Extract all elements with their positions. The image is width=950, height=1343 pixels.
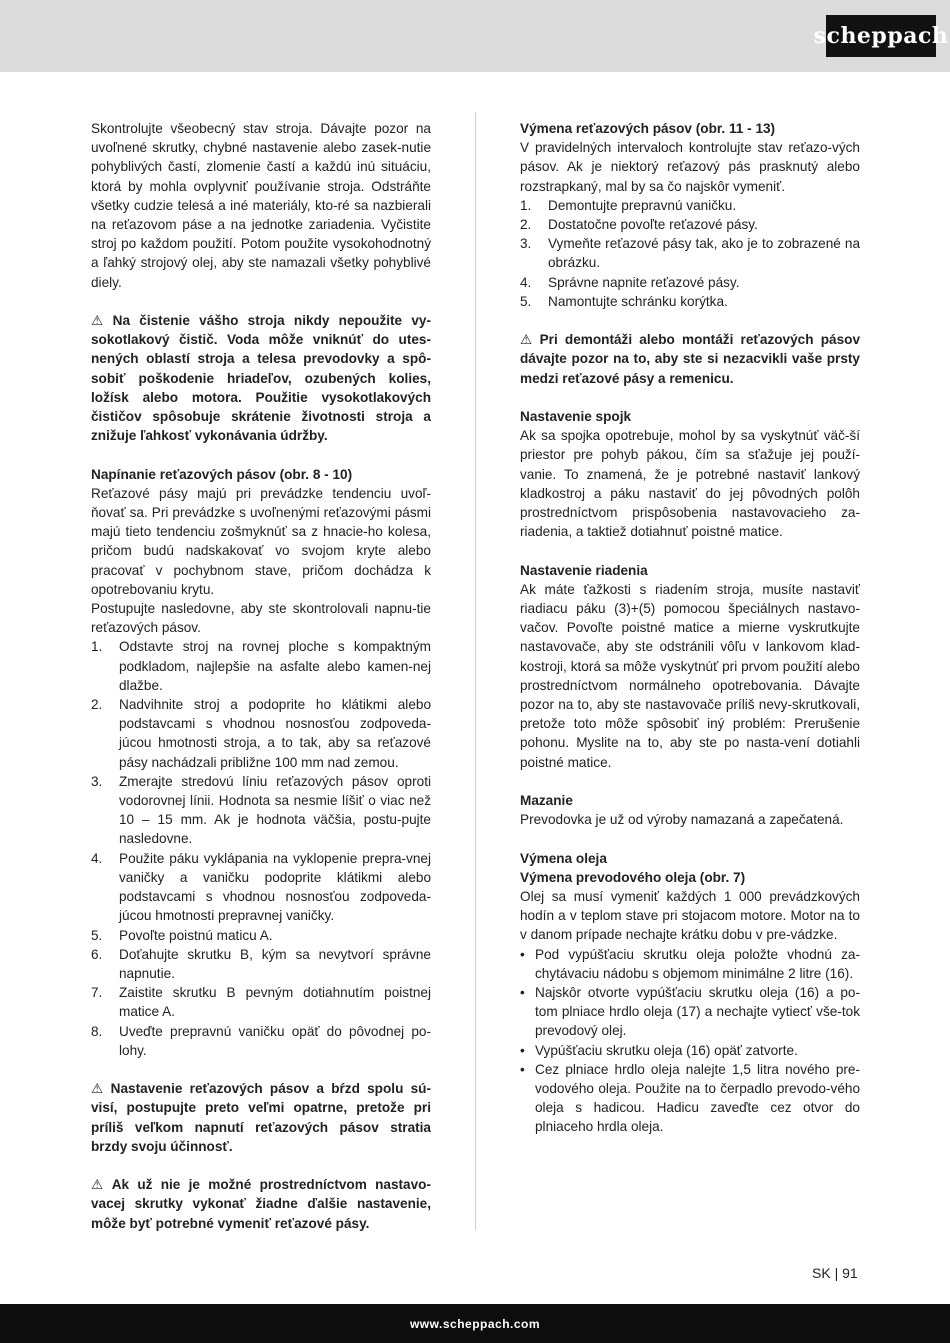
oil-heading: Výmena oleja: [520, 850, 607, 866]
warning-fingers: ⚠ Pri demontáži alebo montáži reťazových pásov dávajte pozor na to, aby ste si nezacvikli vaše prsty medzi reťazové pásy a remenicu.: [520, 332, 861, 386]
list-item: • Vypúšťaciu skrutku oleja (16) opäť zatvorte.: [520, 1042, 798, 1058]
lube-heading: Mazanie: [520, 793, 573, 809]
header-bar: [0, 0, 950, 72]
replace-steps: [520, 196, 860, 311]
list-item: 2. Nadvihnite stroj a podoprite ho klátikmi alebo podstavcami s vhodnou nosnosťou zodpoveda-júcou hmotnosti stroja, a to tak, aby sa reťazové pásy nachádzali približne 100 mm nad zemou.: [91, 697, 431, 770]
footer-bar: [0, 1304, 950, 1343]
steering-paragraph: Ak máte ťažkosti s riadením stroja, musíte nastaviť riadiacu páku (3)+(5) pomocou špeciálnych nastavo-vačov. Povoľte poistné matice a mierne vyskrutkujte nastavovače, aby ste odstránili vôľu v lankovom klad-kostroji, ktorá sa môže vyskytnúť pri prvom použití alebo prostredníctvom normálneho opotrebovania. Dávajte pozor na to, aby ste nastavovače príliš nevy-skrutkovali, pretože toto môže spôsobiť iný problém: Prerušenie pohonu. Myslite na to, aby ste po nasta-vení dotiahli poistné matice.: [520, 581, 860, 770]
page-number: SK | 91: [812, 1265, 858, 1281]
oil-bullets: [520, 945, 860, 1137]
list-item: • Cez plniace hrdlo oleja nalejte 1,5 litra nového pre-vodového oleja. Použite na to čerpadlo prevodo-vého oleja s hadicou. Hadicu zaveďte cez otvor do plniaceho hrdla oleja.: [520, 1061, 860, 1135]
replace-paragraph: V pravidelných intervaloch kontrolujte stav reťazo-vých pásov. Ak je niektorý reťazový pás prasknutý alebo rozstrapkaný, mal by sa čo najskôr vymeniť.: [520, 140, 860, 194]
left-column: [91, 119, 431, 1233]
warning-icon: ⚠: [91, 313, 109, 329]
warning-icon: ⚠: [91, 1081, 107, 1097]
brand-logo: scheppach: [826, 15, 936, 57]
list-item: 3. Zmerajte stredovú líniu reťazových pásov oproti vodorovnej línii. Hodnota sa nesmie líšiť o viac než 10 – 15 mm. Ak je hodnota väčšia, postu-pujte nasledovne.: [91, 773, 431, 847]
list-item: 3. Vymeňte reťazové pásy tak, ako je to zobrazené na obrázku.: [520, 236, 860, 271]
list-item: 1. Odstavte stroj na rovnej ploche s kompaktným podkladom, najlepšie na asfalte alebo kamen-nej dlažbe.: [91, 639, 431, 693]
list-item: 1. Demontujte prepravnú vaničku.: [520, 197, 737, 213]
list-item: 4. Použite páku vyklápania na vyklopenie prepra-vnej vaničky a vaničku podoprite klátikmi alebo podstavcami s vhodnou nosnosťou zodpoveda-júcou hmotnosti prepravnej vaničky.: [91, 850, 431, 924]
list-item: • Najskôr otvorte vypúšťaciu skrutku oleja (16) a po-tom plniace hrdlo oleja (17) a nechajte vytiecť vše-tok prevodový olej.: [520, 985, 860, 1039]
list-item: 4. Správne napnite reťazové pásy.: [520, 274, 740, 290]
tension-heading: Napínanie reťazových pásov (obr. 8 - 10): [91, 466, 353, 482]
warning-high-pressure: ⚠ Na čistenie vášho stroja nikdy nepoužite vy-sokotlakový čistič. Voda môže vniknúť do utes-nených oblastí stroja a telesa prevodovky a spô-sobiť poškodenie hriadeľov, ozubených kolies, ložísk alebo motora. Použitie vysokotlakových čističov spôsobuje skrátenie životnosti stroja a znižuje ľahkosť vykonávania údržby.: [91, 313, 431, 444]
list-item: 5. Namontujte schránku korýtka.: [520, 293, 728, 309]
tension-steps: [91, 637, 431, 1059]
clutch-heading: Nastavenie spojk: [520, 409, 632, 425]
steering-heading: Nastavenie riadenia: [520, 562, 648, 578]
right-column: [520, 119, 860, 1137]
oil-subheading: Výmena prevodového oleja (obr. 7): [520, 869, 746, 885]
replace-heading: Výmena reťazových pásov (obr. 11 - 13): [520, 121, 776, 136]
column-divider: [475, 112, 476, 1230]
warning-icon: ⚠: [520, 332, 536, 348]
list-item: 2. Dostatočne povoľte reťazové pásy.: [520, 217, 758, 233]
list-item: • Pod vypúšťaciu skrutku oleja položte vhodnú za-chytávaciu nádobu s objemom minimálne 2 litre (16).: [520, 946, 860, 981]
footer-url[interactable]: www.scheppach.com: [409, 1316, 541, 1331]
list-item: 8. Uveďte prepravnú vaničku opäť do pôvodnej po-lohy.: [91, 1023, 431, 1058]
list-item: 6. Doťahujte skrutku B, kým sa nevytvorí správne napnutie.: [91, 946, 431, 981]
tension-paragraph-2: Postupujte nasledovne, aby ste skontrolovali napnu-tie reťazových pásov.: [91, 601, 431, 636]
clutch-paragraph: Ak sa spojka opotrebuje, mohol by sa vyskytnúť väč-ší priestor pre pohyb pákou, čím sa sťažuje jej použí-vanie. To znamená, že je potrebné nastaviť lankový kladkostroj a páku nastaviť do jej pôvodných polôh prostredníctvom prispôsobenia nastavovacieho za-riadenia, a taktiež dotiahnuť poistné matice.: [520, 428, 860, 540]
list-item: 5. Povoľte poistnú maticu A.: [91, 927, 273, 943]
tension-paragraph: Reťazové pásy majú pri prevádzke tendenciu uvoľ-ňovať sa. Pri prevádzke s uvoľnenými reťazovými pásmi majú tieto tendenciu zošmyknúť sa z hnacie-ho kolesa, pričom budú nadskakovať vo svojom kryte alebo pracovať v pochybnom stave, pričom dochádza k opotrebovaniu krytu.: [91, 485, 431, 597]
warning-brakes: ⚠ Nastavenie reťazových pásov a bŕzd spolu sú-visí, postupujte preto veľmi opatrne, pretože pri príliš veľkom napnutí reťazových pásov stratia brzdy svoju účinnosť.: [91, 1081, 431, 1154]
intro-paragraph: Skontrolujte všeobecný stav stroja. Dávajte pozor na uvoľnené skrutky, chybné nastavenie alebo zasek-nutie pohyblivých častí, zlomenie častí a každú inú situáciu, ktorá by mohla ovplyvniť používanie stroja. Odstráňte všetky cudzie telesá a iné materiály, kto-ré sa nazbierali na reťazovom páse a na jednotke zariadenia. Vyčistite stroj po každom použití. Potom použite vysokohodnotný a ľahký strojový olej, aby ste namazali všetky pohyblivé diely.: [91, 121, 431, 290]
warning-icon: ⚠: [91, 1177, 108, 1193]
lube-paragraph: Prevodovka je už od výroby namazaná a zapečatená.: [520, 812, 844, 828]
list-item: 7. Zaistite skrutku B pevným dotiahnutím poistnej matice A.: [91, 985, 431, 1020]
warning-replace: ⚠ Ak už nie je možné prostredníctvom nastavo-vacej skrutky vykonať žiadne ďalšie nastavenie, môže byť potrebné vymeniť reťazové pásy.: [91, 1177, 431, 1231]
oil-paragraph: Olej sa musí vymeniť každých 1 000 prevádzkových hodín a v teplom stave pri stojacom motore. Motor na to v danom prípade nechajte krátku dobu v pre-vádzke.: [520, 889, 860, 943]
